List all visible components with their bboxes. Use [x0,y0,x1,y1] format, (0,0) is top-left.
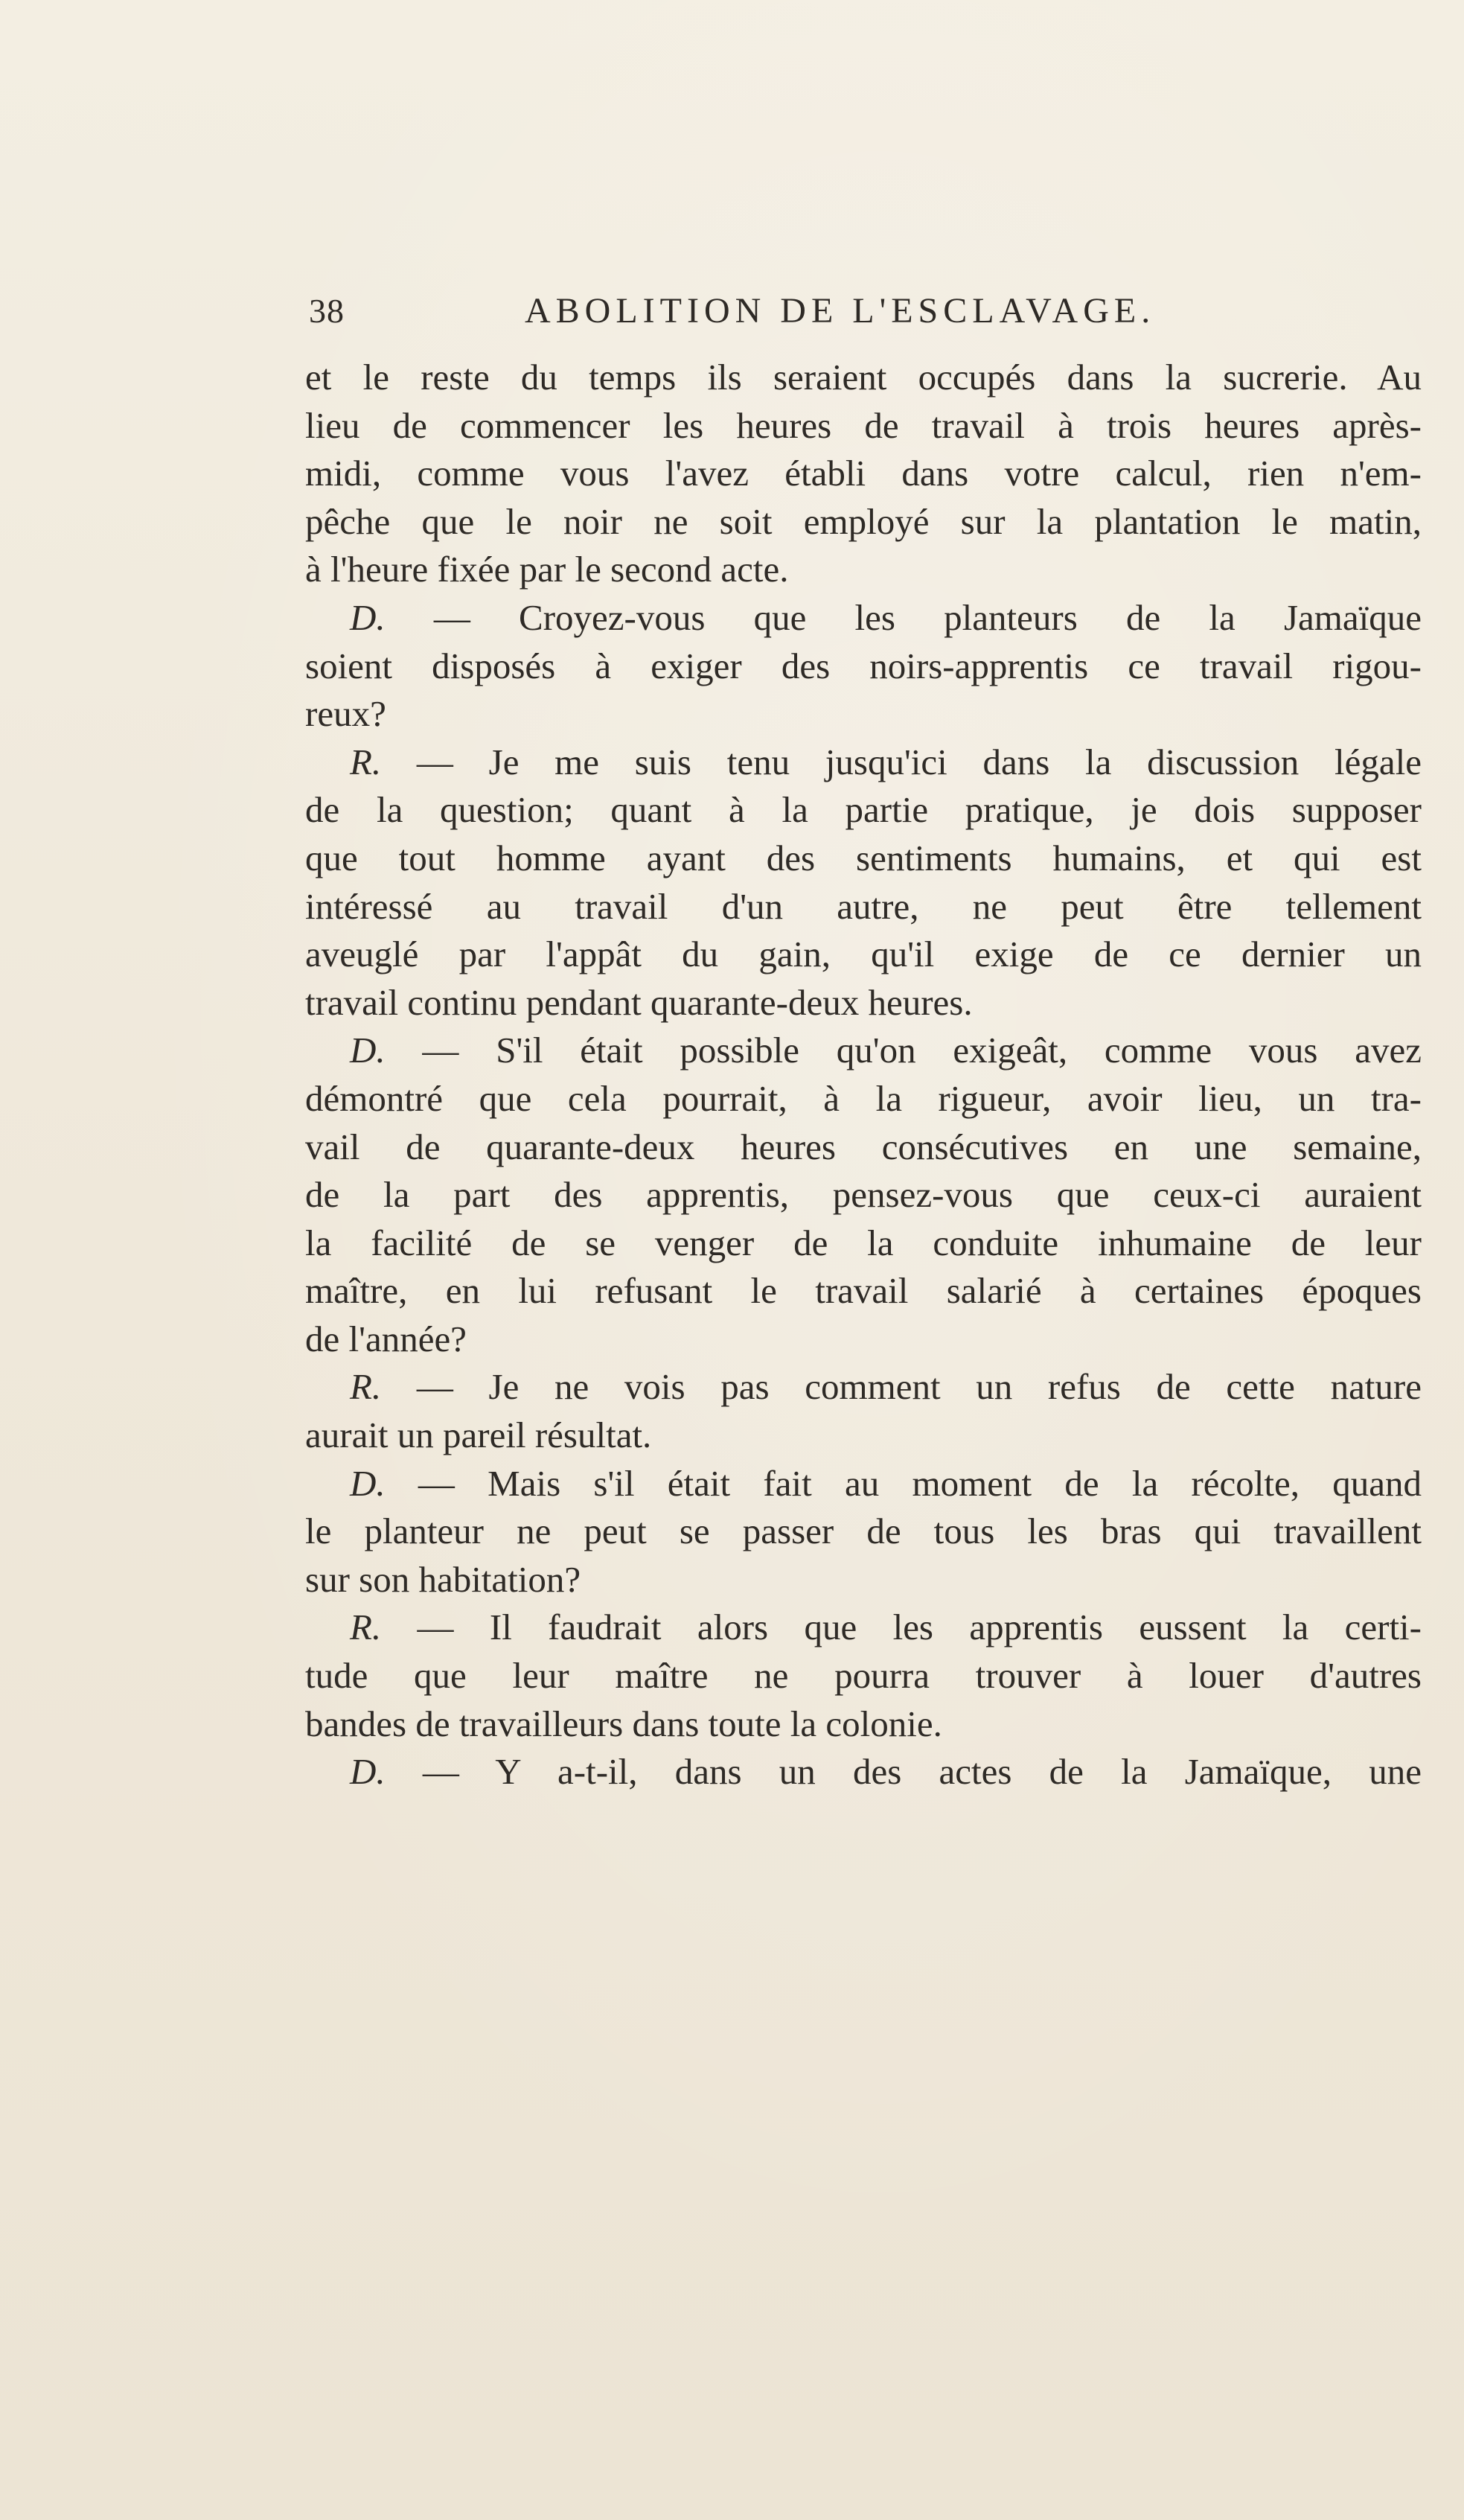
paragraph [305,1604,1422,1748]
line-text: — S'il était possible qu'on exigeât, comme vous avez [385,1030,1422,1071]
text-line [305,594,1422,642]
text-line: intéressé au travail d'un autre, ne peut être tellement [305,885,1422,927]
speaker-label: D. [350,1751,386,1793]
speaker-label: R. [350,1607,382,1648]
text-line: midi, comme vous l'avez établi dans votre calcul, rien n'em- [305,453,1422,494]
text-line: tude que leur maître ne pourra trouver à louer d'autres [305,1655,1422,1697]
line-text: — Je ne vois pas comment un refus de cette nature [381,1366,1422,1408]
running-title: ABOLITION DE L'ESCLAVAGE. [525,291,1156,331]
paragraph [305,594,1422,739]
paragraph [305,1748,1422,1796]
text-line: reux? [305,693,386,735]
line-text: — Croyez-vous que les planteurs de la Jamaïque [385,596,1422,638]
text-line [305,1748,1422,1796]
paragraph [305,1363,1422,1459]
text-line: aveuglé par l'appât du gain, qu'il exige de ce dernier un [305,934,1422,975]
line-text: — Il faudrait alors que les apprentis eussent la certi- [381,1607,1422,1648]
text-line: soient disposés à exiger des noirs-apprentis ce travail rigou- [305,645,1422,686]
speaker-label: R. [350,741,382,782]
text-line: que tout homme ayant des sentiments humains, et qui est [305,837,1422,878]
line-text: — Y a-t-il, dans un des actes de la Jamaïque, une [385,1751,1422,1793]
page-header [309,285,1418,337]
text-line: sur son habitation? [305,1558,581,1600]
speaker-label: D. [350,596,386,638]
text-line: de la part des apprentis, pensez-vous que ceux-ci auraient [305,1174,1422,1216]
paragraph [305,1027,1422,1363]
line-text: — Mais s'il était fait au moment de la récolte, quand [385,1462,1422,1504]
text-line [305,1460,1422,1508]
speaker-label: R. [350,1366,382,1408]
text-line: la facilité de se venger de la conduite inhumaine de leur [305,1222,1422,1263]
text-line [305,739,1422,787]
body-text [305,354,1422,1796]
text-line: aurait un pareil résultat. [305,1414,652,1456]
text-line [305,1604,1422,1652]
text-line [305,1027,1422,1075]
speaker-label: D. [350,1462,386,1504]
paragraph [305,1460,1422,1604]
text-line [305,1363,1422,1411]
text-line: lieu de commencer les heures de travail à trois heures après- [305,404,1422,446]
text-line: de l'année? [305,1318,467,1359]
text-line: et le reste du temps ils seraient occupés dans la sucrerie. Au [305,357,1422,398]
text-line: travail continu pendant quarante-deux heures. [305,981,973,1023]
text-line: démontré que cela pourrait, à la rigueur, avoir lieu, un tra- [305,1077,1422,1119]
text-line: le planteur ne peut se passer de tous les bras qui travaillent [305,1511,1422,1552]
speaker-label: D. [350,1030,386,1071]
paragraph [305,739,1422,1027]
text-line: vail de quarante-deux heures consécutives en une semaine, [305,1126,1422,1167]
text-line: pêche que le noir ne soit employé sur la plantation le matin, [305,500,1422,542]
page-number: 38 [309,292,345,330]
paragraph [305,354,1422,594]
text-line: maître, en lui refusant le travail salarié à certaines époques [305,1270,1422,1312]
line-text: — Je me suis tenu jusqu'ici dans la discussion légale [381,741,1422,782]
text-line: bandes de travailleurs dans toute la colonie. [305,1703,942,1744]
text-line: de la question; quant à la partie pratique, je dois supposer [305,789,1422,831]
text-line: à l'heure fixée par le second acte. [305,549,789,590]
